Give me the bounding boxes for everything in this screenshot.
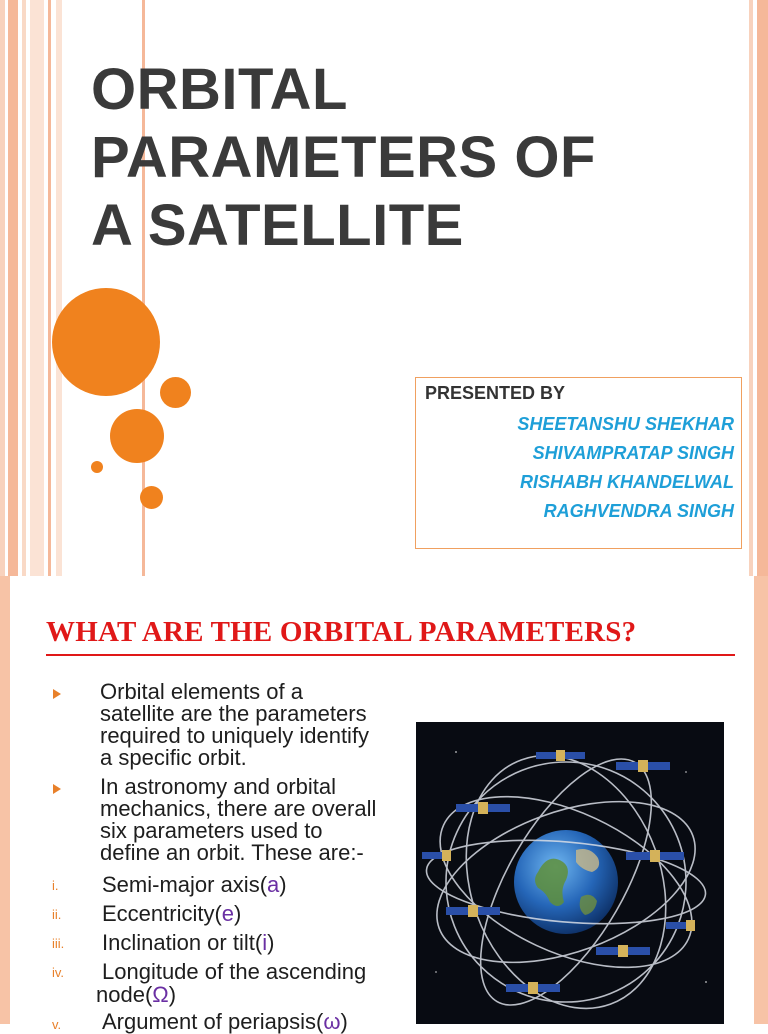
bullet-text: Orbital elements of a satellite are the parameters required to uniquely identify a specific orbit. xyxy=(100,679,370,770)
presented-by-label: PRESENTED BY xyxy=(425,383,566,403)
decorative-circle xyxy=(140,486,163,509)
decorative-stripe xyxy=(56,0,62,576)
decorative-stripe xyxy=(8,0,18,576)
presenter-name: SHEETANSHU SHEKHAR xyxy=(517,414,734,434)
presenter-name: RISHABH KHANDELWAL xyxy=(520,472,734,492)
decorative-circle xyxy=(110,409,164,463)
list-number: v. xyxy=(52,1017,62,1032)
list-item: Eccentricity(e) xyxy=(102,901,242,926)
bullet-arrow-icon xyxy=(53,689,61,699)
presenter-name: RAGHVENDRA SINGH xyxy=(543,501,734,521)
decorative-stripe xyxy=(48,0,51,576)
bullet-arrow-icon xyxy=(53,784,61,794)
content-slide xyxy=(0,576,768,1034)
presenters-box xyxy=(415,377,742,549)
list-item: Argument of periapsis(ω) xyxy=(102,1009,348,1034)
slide-body xyxy=(10,576,754,1034)
list-number: i. xyxy=(52,878,59,893)
presenter-name: SHIVAMPRATAP SINGH xyxy=(532,443,734,463)
bullet-text: In astronomy and orbital mechanics, there are overall six parameters used to define an orbit. These are:- xyxy=(100,774,377,865)
decorative-circle xyxy=(160,377,191,408)
decorative-stripe xyxy=(749,0,753,576)
list-item: Longitude of the ascending xyxy=(102,959,367,984)
decorative-stripe xyxy=(30,0,44,576)
heading-underline xyxy=(46,654,735,656)
list-number: ii. xyxy=(52,907,62,922)
list-item: Inclination or tilt(i) xyxy=(102,930,275,955)
list-item-continued: node(Ω) xyxy=(96,982,177,1007)
decorative-stripe xyxy=(22,0,26,576)
decorative-stripe xyxy=(0,0,5,576)
satellite-constellation-image xyxy=(416,722,724,1024)
slide-heading: WHAT ARE THE ORBITAL PARAMETERS? xyxy=(46,616,637,648)
decorative-stripe xyxy=(757,0,768,576)
decorative-circle xyxy=(52,288,160,396)
presenter-names xyxy=(517,410,734,526)
list-item: Semi-major axis(a) xyxy=(102,872,287,897)
slide-title: ORBITAL PARAMETERS OF A SATELLITE xyxy=(91,57,596,258)
satellite-illustration xyxy=(416,722,724,1024)
list-number: iii. xyxy=(52,936,65,951)
decorative-circle xyxy=(91,461,103,473)
list-number: iv. xyxy=(52,965,65,980)
